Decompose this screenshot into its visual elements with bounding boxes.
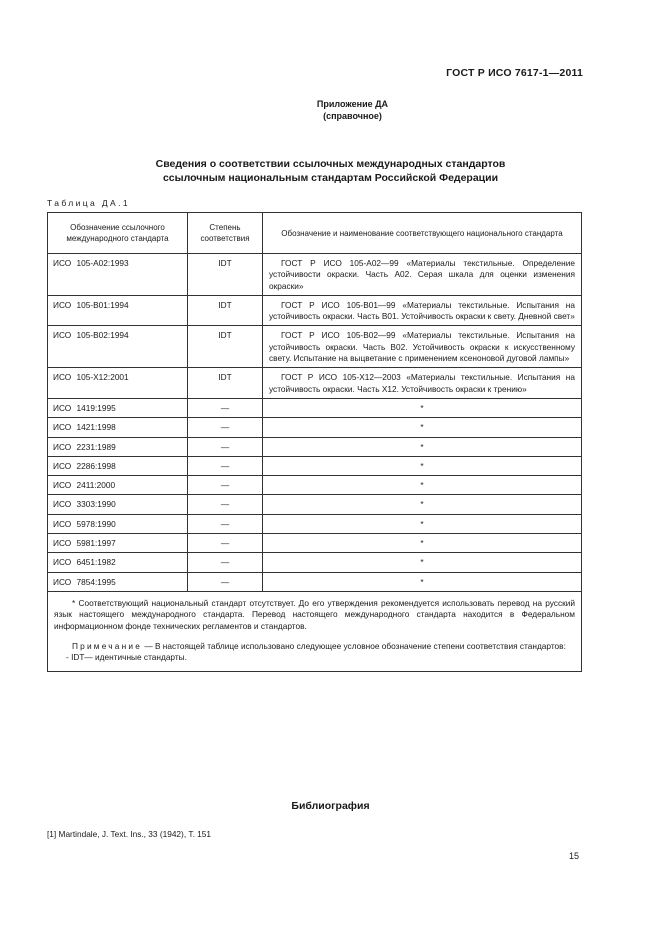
- table-row: [48, 254, 582, 296]
- international-standard-cell: ИСО 105-А02:1993: [48, 254, 188, 296]
- bibliography-title: Библиография: [291, 800, 370, 812]
- national-standard-cell: ГОСТ Р ИСО 105-В02—99 «Материалы текстильные. Испытания на устойчивость окраски. Часть В02. Устойчивость окраски к искусственному свету. Испытание на выцветание с применением ксеноновой дуговой лампы»: [263, 326, 582, 368]
- page-number: 15: [568, 851, 579, 861]
- degree-cell: —: [188, 456, 263, 475]
- international-standard-cell: ИСО 1419:1995: [48, 398, 188, 417]
- national-standard-cell: *: [263, 495, 582, 514]
- national-standard-cell: ГОСТ Р ИСО 105-Х12—2003 «Материалы текстильные. Испытания на устойчивость окраски. Часть Х12. Устойчивость окраски к трению»: [263, 368, 582, 399]
- degree-cell: IDT: [188, 295, 263, 326]
- national-standard-cell: *: [263, 398, 582, 417]
- national-standard-cell: ГОСТ Р ИСО 105-А02—99 «Материалы текстильные. Определение устойчивости окраски. Часть А02. Серая шкала для оценки изменения окраски»: [263, 254, 582, 296]
- table-header-row: [48, 213, 582, 254]
- national-standard-cell: ГОСТ Р ИСО 105-В01—99 «Материалы текстильные. Испытания на устойчивость окраски. Часть В01. Устойчивость окраски к свету. Дневной свет»: [263, 295, 582, 326]
- national-standard-cell: *: [263, 418, 582, 437]
- correspondence-table: [47, 212, 582, 672]
- international-standard-cell: ИСО 2231:1989: [48, 437, 188, 456]
- international-standard-cell: ИСО 2286:1998: [48, 456, 188, 475]
- national-standard-cell: *: [263, 456, 582, 475]
- table-caption: Таблица ДА.1: [47, 198, 131, 208]
- table-row: [48, 553, 582, 572]
- international-standard-cell: ИСО 2411:2000: [48, 476, 188, 495]
- degree-cell: —: [188, 437, 263, 456]
- table-notes: [48, 591, 582, 671]
- note-label: Примечание: [72, 640, 143, 651]
- table-row: [48, 456, 582, 475]
- bibliography-item: [1] Martindale, J. Text. Ins., 33 (1942), Т. 151: [47, 829, 212, 839]
- degree-cell: —: [188, 514, 263, 533]
- national-standard-cell: *: [263, 572, 582, 591]
- degree-cell: —: [188, 572, 263, 591]
- international-standard-cell: ИСО 105-В01:1994: [48, 295, 188, 326]
- note: [54, 641, 575, 652]
- international-standard-cell: ИСО 5978:1990: [48, 514, 188, 533]
- table-row: [48, 476, 582, 495]
- section-heading-line1: Сведения о соответствии ссылочных международных стандартов: [155, 158, 506, 170]
- international-standard-cell: ИСО 7854:1995: [48, 572, 188, 591]
- table-row: [48, 326, 582, 368]
- international-standard-cell: ИСО 6451:1982: [48, 553, 188, 572]
- section-heading-line2: ссылочным национальным стандартам Российской Федерации: [162, 172, 499, 184]
- degree-cell: —: [188, 398, 263, 417]
- header-international-standard: Обозначение ссылочного международного стандарта: [48, 213, 188, 254]
- degree-cell: IDT: [188, 326, 263, 368]
- international-standard-cell: ИСО 5981:1997: [48, 534, 188, 553]
- footnote: * Соответствующий национальный стандарт отсутствует. До его утверждения рекомендуется использовать перевод на русский язык настоящего международного стандарта. Перевод настоящего международного стандарта находится в Федеральном информационном фонде технических регламентов и стандартов.: [54, 597, 575, 631]
- degree-cell: IDT: [188, 254, 263, 296]
- degree-cell: —: [188, 476, 263, 495]
- international-standard-cell: ИСО 105-В02:1994: [48, 326, 188, 368]
- table-row: [48, 495, 582, 514]
- table-row: [48, 437, 582, 456]
- table-body: [48, 254, 582, 592]
- note-text: — В настоящей таблице использовано следующее условное обозначение степени соответствия стандартов:: [142, 640, 566, 651]
- standard-designation: ГОСТ Р ИСО 7617-1—2011: [446, 67, 583, 79]
- national-standard-cell: *: [263, 476, 582, 495]
- national-standard-cell: *: [263, 534, 582, 553]
- table-row: [48, 514, 582, 533]
- appendix-title: Приложение ДА: [316, 99, 389, 109]
- table-row: [48, 398, 582, 417]
- table-row: [48, 418, 582, 437]
- international-standard-cell: ИСО 1421:1998: [48, 418, 188, 437]
- appendix-subtitle: (справочное): [323, 111, 382, 121]
- degree-cell: —: [188, 534, 263, 553]
- degree-cell: —: [188, 418, 263, 437]
- header-national-standard: Обозначение и наименование соответствующего национального стандарта: [263, 213, 582, 254]
- notes-row: [48, 591, 582, 671]
- national-standard-cell: *: [263, 553, 582, 572]
- international-standard-cell: ИСО 105-Х12:2001: [48, 368, 188, 399]
- international-standard-cell: ИСО 3303:1990: [48, 495, 188, 514]
- table-row: [48, 572, 582, 591]
- degree-cell: IDT: [188, 368, 263, 399]
- degree-cell: —: [188, 495, 263, 514]
- header-degree: Степень соответствия: [188, 213, 263, 254]
- national-standard-cell: *: [263, 437, 582, 456]
- table-row: [48, 368, 582, 399]
- degree-cell: —: [188, 553, 263, 572]
- table-row: [48, 534, 582, 553]
- table-row: [48, 295, 582, 326]
- national-standard-cell: *: [263, 514, 582, 533]
- note-item: - IDT— идентичные стандарты.: [66, 652, 187, 663]
